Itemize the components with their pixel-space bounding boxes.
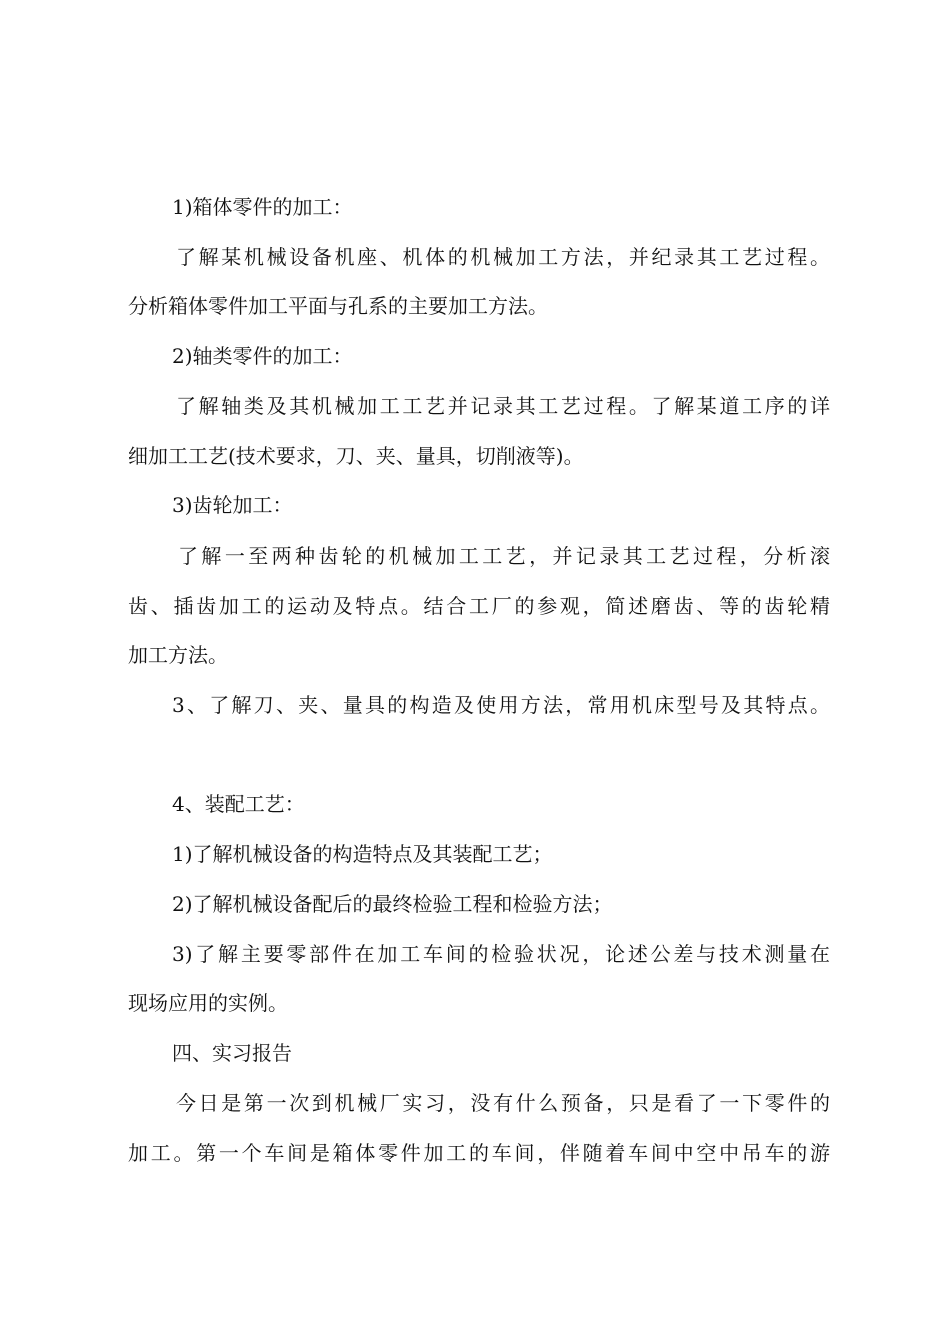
paragraph-line: 了解一至两种齿轮的机械加工工艺，并记录其工艺过程，分析滚 — [178, 544, 830, 568]
paragraph-line: 加工。第一个车间是箱体零件加工的车间，伴随着车间中空中吊车的游 — [128, 1141, 830, 1165]
paragraph-line: 分析箱体零件加工平面与孔系的主要加工方法。 — [128, 294, 548, 318]
paragraph-line: 了解某机械设备机座、机体的机械加工方法，并纪录其工艺过程。 — [176, 245, 830, 269]
paragraph-line: 了解轴类及其机械加工工艺并记录其工艺过程。了解某道工序的详 — [176, 394, 830, 418]
list-item: 3)了解主要零部件在加工车间的检验状况，论述公差与技术测量在 — [172, 942, 830, 966]
list-item: 1)了解机械设备的构造特点及其装配工艺； — [172, 842, 553, 866]
heading-shaft-parts: 2)轴类零件的加工： — [172, 344, 353, 368]
paragraph-line: 加工方法。 — [128, 643, 228, 667]
paragraph-line: 今日是第一次到机械厂实习，没有什么预备，只是看了一下零件的 — [176, 1091, 830, 1115]
section-heading: 四、实习报告 — [172, 1041, 292, 1065]
paragraph-line: 现场应用的实例。 — [128, 991, 288, 1015]
paragraph-line: 齿、插齿加工的运动及特点。结合工厂的参观，简述磨齿、等的齿轮精 — [128, 594, 830, 618]
list-item: 2)了解机械设备配后的最终检验工程和检验方法； — [172, 892, 613, 916]
heading-assembly: 4、装配工艺： — [172, 792, 305, 816]
heading-box-parts: 1)箱体零件的加工： — [172, 195, 353, 219]
paragraph-line: 3、了解刀、夹、量具的构造及使用方法，常用机床型号及其特点。 — [172, 693, 830, 717]
paragraph-line: 细加工工艺(技术要求，刀、夹、量具，切削液等)。 — [128, 444, 584, 468]
heading-gear: 3)齿轮加工： — [172, 493, 293, 517]
